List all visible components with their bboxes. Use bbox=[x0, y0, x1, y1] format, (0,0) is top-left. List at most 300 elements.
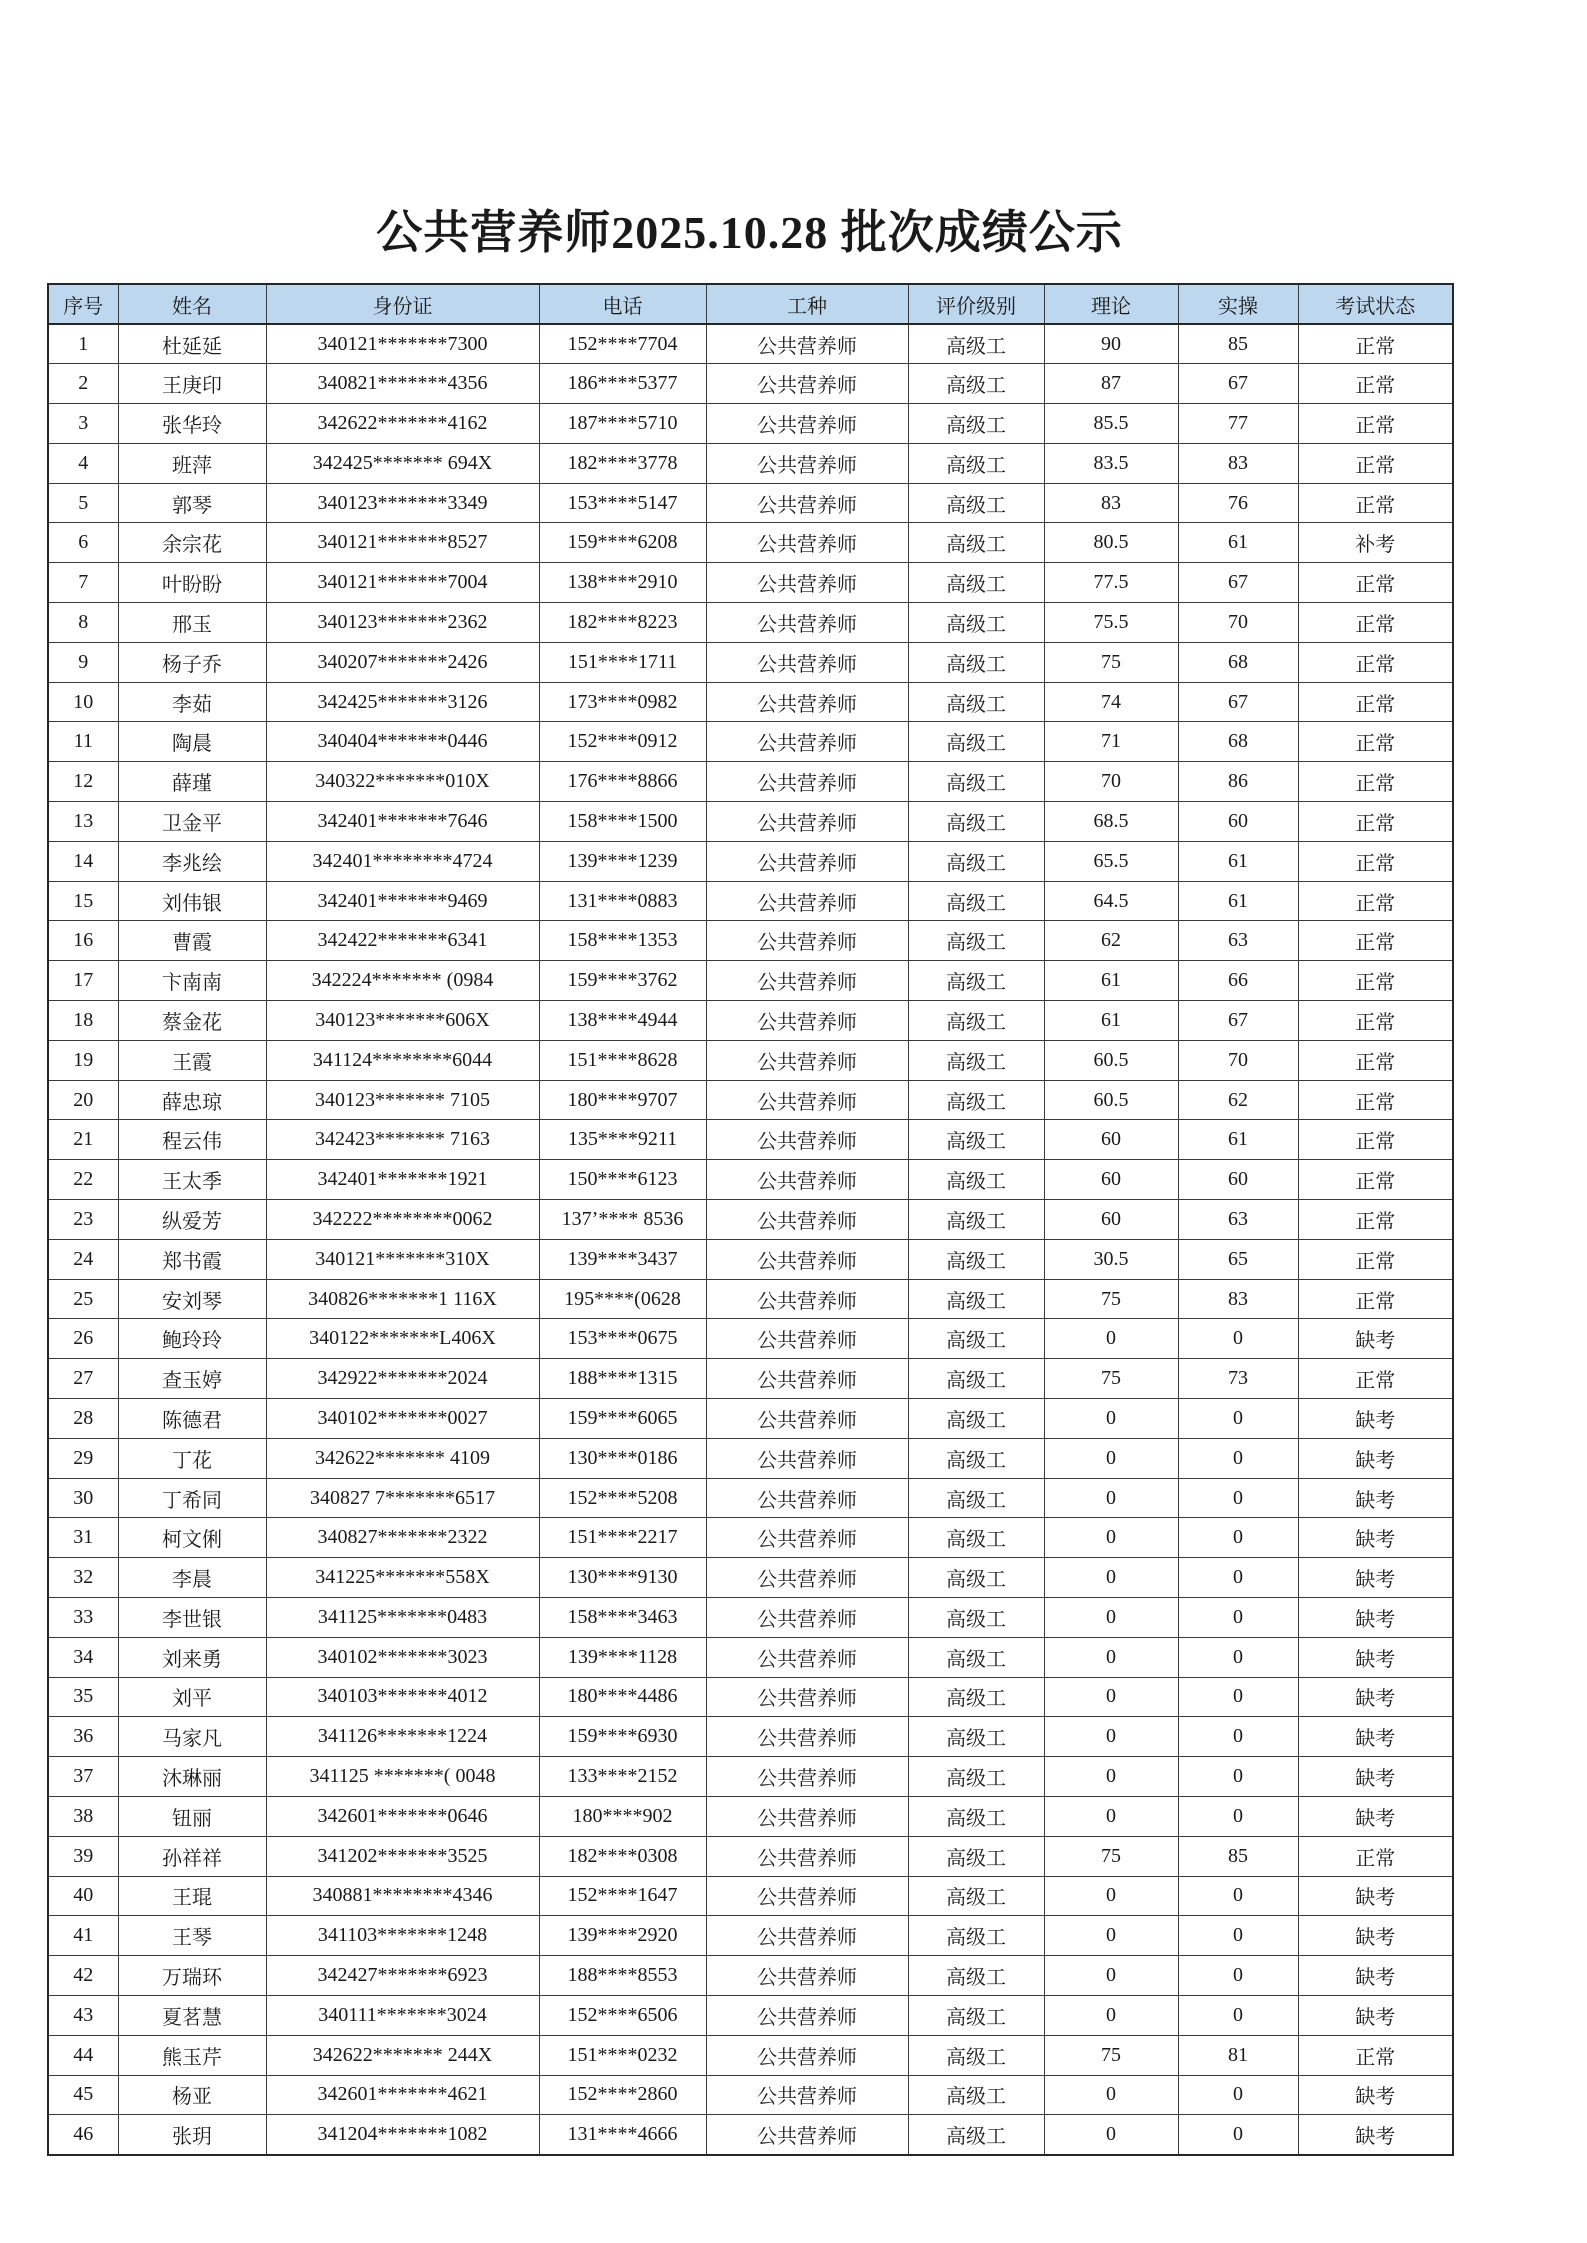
name-cell: 夏茗慧 bbox=[118, 1995, 266, 2035]
id-number-cell: 341204*******1082 bbox=[266, 2115, 539, 2155]
theory-score-cell: 0 bbox=[1044, 1558, 1178, 1598]
results-table-body bbox=[48, 324, 1453, 2155]
row-number-cell: 17 bbox=[48, 961, 118, 1001]
row-number-cell: 31 bbox=[48, 1518, 118, 1558]
practical-score-cell: 61 bbox=[1178, 841, 1298, 881]
job-type-cell: 公共营养师 bbox=[706, 2075, 908, 2115]
theory-score-cell: 77.5 bbox=[1044, 563, 1178, 603]
id-number-cell: 342601*******4621 bbox=[266, 2075, 539, 2115]
phone-cell: 151****0232 bbox=[539, 2035, 706, 2075]
row-number-cell: 27 bbox=[48, 1359, 118, 1399]
phone-cell: 153****0675 bbox=[539, 1319, 706, 1359]
exam-status-cell: 缺考 bbox=[1298, 1956, 1453, 1996]
practical-score-cell: 77 bbox=[1178, 404, 1298, 444]
theory-score-cell: 0 bbox=[1044, 1995, 1178, 2035]
exam-status-cell: 缺考 bbox=[1298, 1876, 1453, 1916]
job-type-cell: 公共营养师 bbox=[706, 2035, 908, 2075]
name-cell: 张玥 bbox=[118, 2115, 266, 2155]
name-cell: 丁花 bbox=[118, 1438, 266, 1478]
id-number-cell: 340121*******7300 bbox=[266, 324, 539, 364]
theory-score-cell: 83.5 bbox=[1044, 443, 1178, 483]
table-row bbox=[48, 1598, 1453, 1638]
exam-status-cell: 正常 bbox=[1298, 921, 1453, 961]
phone-cell: 158****1353 bbox=[539, 921, 706, 961]
job-type-cell: 公共营养师 bbox=[706, 443, 908, 483]
job-type-cell: 公共营养师 bbox=[706, 921, 908, 961]
theory-score-cell: 0 bbox=[1044, 1677, 1178, 1717]
id-number-cell: 341126*******1224 bbox=[266, 1717, 539, 1757]
table-row bbox=[48, 1637, 1453, 1677]
phone-cell: 195****(0628 bbox=[539, 1279, 706, 1319]
table-row bbox=[48, 1160, 1453, 1200]
table-row bbox=[48, 404, 1453, 444]
name-cell: 王太季 bbox=[118, 1160, 266, 1200]
theory-score-cell: 0 bbox=[1044, 1916, 1178, 1956]
exam-status-cell: 正常 bbox=[1298, 841, 1453, 881]
phone-cell: 151****2217 bbox=[539, 1518, 706, 1558]
level-cell: 高级工 bbox=[908, 921, 1044, 961]
level-cell: 高级工 bbox=[908, 1478, 1044, 1518]
exam-status-cell: 缺考 bbox=[1298, 1438, 1453, 1478]
exam-status-cell: 缺考 bbox=[1298, 2115, 1453, 2155]
phone-cell: 152****0912 bbox=[539, 722, 706, 762]
table-row bbox=[48, 364, 1453, 404]
theory-score-cell: 0 bbox=[1044, 1478, 1178, 1518]
theory-score-cell: 75 bbox=[1044, 1279, 1178, 1319]
practical-score-cell: 67 bbox=[1178, 364, 1298, 404]
level-cell: 高级工 bbox=[908, 961, 1044, 1001]
job-type-cell: 公共营养师 bbox=[706, 722, 908, 762]
table-row bbox=[48, 1518, 1453, 1558]
job-type-cell: 公共营养师 bbox=[706, 1239, 908, 1279]
row-number-cell: 4 bbox=[48, 443, 118, 483]
col-header-status: 考试状态 bbox=[1298, 284, 1453, 324]
level-cell: 高级工 bbox=[908, 364, 1044, 404]
name-cell: 杜延延 bbox=[118, 324, 266, 364]
theory-score-cell: 0 bbox=[1044, 1319, 1178, 1359]
table-row bbox=[48, 1120, 1453, 1160]
theory-score-cell: 60.5 bbox=[1044, 1080, 1178, 1120]
job-type-cell: 公共营养师 bbox=[706, 1319, 908, 1359]
phone-cell: 139****1128 bbox=[539, 1637, 706, 1677]
table-row bbox=[48, 1239, 1453, 1279]
phone-cell: 180****4486 bbox=[539, 1677, 706, 1717]
table-row bbox=[48, 603, 1453, 643]
job-type-cell: 公共营养师 bbox=[706, 1359, 908, 1399]
phone-cell: 188****1315 bbox=[539, 1359, 706, 1399]
exam-status-cell: 缺考 bbox=[1298, 1319, 1453, 1359]
theory-score-cell: 68.5 bbox=[1044, 802, 1178, 842]
name-cell: 孙祥祥 bbox=[118, 1836, 266, 1876]
practical-score-cell: 0 bbox=[1178, 1399, 1298, 1439]
row-number-cell: 42 bbox=[48, 1956, 118, 1996]
theory-score-cell: 60.5 bbox=[1044, 1040, 1178, 1080]
practical-score-cell: 0 bbox=[1178, 2075, 1298, 2115]
row-number-cell: 5 bbox=[48, 483, 118, 523]
level-cell: 高级工 bbox=[908, 1319, 1044, 1359]
header-row bbox=[48, 284, 1453, 324]
phone-cell: 131****0883 bbox=[539, 881, 706, 921]
results-table-container bbox=[47, 283, 1452, 2156]
phone-cell: 159****6930 bbox=[539, 1717, 706, 1757]
level-cell: 高级工 bbox=[908, 1200, 1044, 1240]
level-cell: 高级工 bbox=[908, 2075, 1044, 2115]
id-number-cell: 340122*******L406X bbox=[266, 1319, 539, 1359]
practical-score-cell: 67 bbox=[1178, 1001, 1298, 1041]
exam-status-cell: 正常 bbox=[1298, 324, 1453, 364]
theory-score-cell: 60 bbox=[1044, 1200, 1178, 1240]
exam-status-cell: 缺考 bbox=[1298, 1518, 1453, 1558]
theory-score-cell: 0 bbox=[1044, 1518, 1178, 1558]
practical-score-cell: 63 bbox=[1178, 1200, 1298, 1240]
phone-cell: 138****2910 bbox=[539, 563, 706, 603]
phone-cell: 159****6065 bbox=[539, 1399, 706, 1439]
practical-score-cell: 70 bbox=[1178, 603, 1298, 643]
phone-cell: 159****6208 bbox=[539, 523, 706, 563]
row-number-cell: 13 bbox=[48, 802, 118, 842]
job-type-cell: 公共营养师 bbox=[706, 1438, 908, 1478]
job-type-cell: 公共营养师 bbox=[706, 1796, 908, 1836]
practical-score-cell: 70 bbox=[1178, 1040, 1298, 1080]
theory-score-cell: 0 bbox=[1044, 2115, 1178, 2155]
table-row bbox=[48, 1836, 1453, 1876]
row-number-cell: 38 bbox=[48, 1796, 118, 1836]
job-type-cell: 公共营养师 bbox=[706, 404, 908, 444]
level-cell: 高级工 bbox=[908, 1040, 1044, 1080]
table-row bbox=[48, 1478, 1453, 1518]
id-number-cell: 342922*******2024 bbox=[266, 1359, 539, 1399]
name-cell: 丁希同 bbox=[118, 1478, 266, 1518]
theory-score-cell: 90 bbox=[1044, 324, 1178, 364]
row-number-cell: 33 bbox=[48, 1598, 118, 1638]
row-number-cell: 2 bbox=[48, 364, 118, 404]
name-cell: 李世银 bbox=[118, 1598, 266, 1638]
table-row bbox=[48, 1956, 1453, 1996]
exam-status-cell: 缺考 bbox=[1298, 1796, 1453, 1836]
name-cell: 杨子乔 bbox=[118, 642, 266, 682]
name-cell: 叶盼盼 bbox=[118, 563, 266, 603]
theory-score-cell: 75 bbox=[1044, 2035, 1178, 2075]
job-type-cell: 公共营养师 bbox=[706, 802, 908, 842]
exam-status-cell: 缺考 bbox=[1298, 1916, 1453, 1956]
name-cell: 王庚印 bbox=[118, 364, 266, 404]
row-number-cell: 36 bbox=[48, 1717, 118, 1757]
name-cell: 刘平 bbox=[118, 1677, 266, 1717]
name-cell: 薛瑾 bbox=[118, 762, 266, 802]
theory-score-cell: 61 bbox=[1044, 961, 1178, 1001]
table-row bbox=[48, 1796, 1453, 1836]
phone-cell: 180****902 bbox=[539, 1796, 706, 1836]
level-cell: 高级工 bbox=[908, 762, 1044, 802]
level-cell: 高级工 bbox=[908, 1239, 1044, 1279]
level-cell: 高级工 bbox=[908, 1876, 1044, 1916]
practical-score-cell: 0 bbox=[1178, 1796, 1298, 1836]
table-row bbox=[48, 802, 1453, 842]
row-number-cell: 46 bbox=[48, 2115, 118, 2155]
row-number-cell: 18 bbox=[48, 1001, 118, 1041]
level-cell: 高级工 bbox=[908, 1399, 1044, 1439]
job-type-cell: 公共营养师 bbox=[706, 1956, 908, 1996]
practical-score-cell: 83 bbox=[1178, 443, 1298, 483]
exam-status-cell: 正常 bbox=[1298, 603, 1453, 643]
theory-score-cell: 0 bbox=[1044, 1876, 1178, 1916]
theory-score-cell: 87 bbox=[1044, 364, 1178, 404]
exam-status-cell: 缺考 bbox=[1298, 1478, 1453, 1518]
exam-status-cell: 缺考 bbox=[1298, 1399, 1453, 1439]
theory-score-cell: 0 bbox=[1044, 1956, 1178, 1996]
level-cell: 高级工 bbox=[908, 722, 1044, 762]
job-type-cell: 公共营养师 bbox=[706, 1040, 908, 1080]
theory-score-cell: 85.5 bbox=[1044, 404, 1178, 444]
id-number-cell: 340102*******0027 bbox=[266, 1399, 539, 1439]
theory-score-cell: 61 bbox=[1044, 1001, 1178, 1041]
id-number-cell: 342622*******4162 bbox=[266, 404, 539, 444]
phone-cell: 150****6123 bbox=[539, 1160, 706, 1200]
theory-score-cell: 75.5 bbox=[1044, 603, 1178, 643]
level-cell: 高级工 bbox=[908, 2035, 1044, 2075]
name-cell: 钮丽 bbox=[118, 1796, 266, 1836]
table-row bbox=[48, 523, 1453, 563]
practical-score-cell: 66 bbox=[1178, 961, 1298, 1001]
level-cell: 高级工 bbox=[908, 802, 1044, 842]
table-row bbox=[48, 1319, 1453, 1359]
level-cell: 高级工 bbox=[908, 1359, 1044, 1399]
level-cell: 高级工 bbox=[908, 1916, 1044, 1956]
level-cell: 高级工 bbox=[908, 841, 1044, 881]
id-number-cell: 341125 *******( 0048 bbox=[266, 1757, 539, 1797]
phone-cell: 131****4666 bbox=[539, 2115, 706, 2155]
exam-status-cell: 正常 bbox=[1298, 2035, 1453, 2075]
name-cell: 王霞 bbox=[118, 1040, 266, 1080]
id-number-cell: 340881********4346 bbox=[266, 1876, 539, 1916]
name-cell: 郭琴 bbox=[118, 483, 266, 523]
practical-score-cell: 67 bbox=[1178, 563, 1298, 603]
table-row bbox=[48, 1558, 1453, 1598]
phone-cell: 135****9211 bbox=[539, 1120, 706, 1160]
row-number-cell: 16 bbox=[48, 921, 118, 961]
id-number-cell: 342425******* 694X bbox=[266, 443, 539, 483]
level-cell: 高级工 bbox=[908, 1717, 1044, 1757]
name-cell: 安刘琴 bbox=[118, 1279, 266, 1319]
name-cell: 李晨 bbox=[118, 1558, 266, 1598]
row-number-cell: 32 bbox=[48, 1558, 118, 1598]
table-row bbox=[48, 642, 1453, 682]
phone-cell: 152****5208 bbox=[539, 1478, 706, 1518]
name-cell: 曹霞 bbox=[118, 921, 266, 961]
row-number-cell: 8 bbox=[48, 603, 118, 643]
exam-status-cell: 正常 bbox=[1298, 1239, 1453, 1279]
results-table bbox=[47, 283, 1454, 2156]
name-cell: 邢玉 bbox=[118, 603, 266, 643]
job-type-cell: 公共营养师 bbox=[706, 1717, 908, 1757]
table-row bbox=[48, 483, 1453, 523]
job-type-cell: 公共营养师 bbox=[706, 1558, 908, 1598]
table-row bbox=[48, 2115, 1453, 2155]
phone-cell: 158****1500 bbox=[539, 802, 706, 842]
name-cell: 柯文俐 bbox=[118, 1518, 266, 1558]
name-cell: 王琨 bbox=[118, 1876, 266, 1916]
level-cell: 高级工 bbox=[908, 1080, 1044, 1120]
exam-status-cell: 正常 bbox=[1298, 1160, 1453, 1200]
table-row bbox=[48, 881, 1453, 921]
name-cell: 鲍玲玲 bbox=[118, 1319, 266, 1359]
phone-cell: 180****9707 bbox=[539, 1080, 706, 1120]
level-cell: 高级工 bbox=[908, 1677, 1044, 1717]
table-row bbox=[48, 841, 1453, 881]
practical-score-cell: 0 bbox=[1178, 1637, 1298, 1677]
col-header-id: 身份证 bbox=[266, 284, 539, 324]
practical-score-cell: 67 bbox=[1178, 682, 1298, 722]
theory-score-cell: 83 bbox=[1044, 483, 1178, 523]
id-number-cell: 341125*******0483 bbox=[266, 1598, 539, 1638]
id-number-cell: 340121*******7004 bbox=[266, 563, 539, 603]
practical-score-cell: 62 bbox=[1178, 1080, 1298, 1120]
id-number-cell: 340121*******8527 bbox=[266, 523, 539, 563]
level-cell: 高级工 bbox=[908, 1796, 1044, 1836]
table-row bbox=[48, 1359, 1453, 1399]
table-row bbox=[48, 961, 1453, 1001]
phone-cell: 130****9130 bbox=[539, 1558, 706, 1598]
name-cell: 沐琳丽 bbox=[118, 1757, 266, 1797]
id-number-cell: 340207*******2426 bbox=[266, 642, 539, 682]
id-number-cell: 340103*******4012 bbox=[266, 1677, 539, 1717]
exam-status-cell: 正常 bbox=[1298, 1200, 1453, 1240]
exam-status-cell: 正常 bbox=[1298, 762, 1453, 802]
practical-score-cell: 76 bbox=[1178, 483, 1298, 523]
theory-score-cell: 30.5 bbox=[1044, 1239, 1178, 1279]
exam-status-cell: 缺考 bbox=[1298, 1598, 1453, 1638]
job-type-cell: 公共营养师 bbox=[706, 324, 908, 364]
practical-score-cell: 65 bbox=[1178, 1239, 1298, 1279]
phone-cell: 152****2860 bbox=[539, 2075, 706, 2115]
id-number-cell: 342601*******0646 bbox=[266, 1796, 539, 1836]
level-cell: 高级工 bbox=[908, 2115, 1044, 2155]
row-number-cell: 30 bbox=[48, 1478, 118, 1518]
theory-score-cell: 71 bbox=[1044, 722, 1178, 762]
level-cell: 高级工 bbox=[908, 483, 1044, 523]
practical-score-cell: 61 bbox=[1178, 881, 1298, 921]
job-type-cell: 公共营养师 bbox=[706, 523, 908, 563]
id-number-cell: 342425*******3126 bbox=[266, 682, 539, 722]
practical-score-cell: 0 bbox=[1178, 1677, 1298, 1717]
phone-cell: 138****4944 bbox=[539, 1001, 706, 1041]
col-header-theory: 理论 bbox=[1044, 284, 1178, 324]
name-cell: 李兆绘 bbox=[118, 841, 266, 881]
level-cell: 高级工 bbox=[908, 563, 1044, 603]
phone-cell: 133****2152 bbox=[539, 1757, 706, 1797]
row-number-cell: 7 bbox=[48, 563, 118, 603]
table-row bbox=[48, 1040, 1453, 1080]
level-cell: 高级工 bbox=[908, 682, 1044, 722]
phone-cell: 151****8628 bbox=[539, 1040, 706, 1080]
practical-score-cell: 61 bbox=[1178, 523, 1298, 563]
practical-score-cell: 0 bbox=[1178, 1995, 1298, 2035]
col-header-job: 工种 bbox=[706, 284, 908, 324]
practical-score-cell: 85 bbox=[1178, 324, 1298, 364]
col-header-level: 评价级别 bbox=[908, 284, 1044, 324]
level-cell: 高级工 bbox=[908, 1598, 1044, 1638]
job-type-cell: 公共营养师 bbox=[706, 642, 908, 682]
job-type-cell: 公共营养师 bbox=[706, 1080, 908, 1120]
exam-status-cell: 缺考 bbox=[1298, 1637, 1453, 1677]
exam-status-cell: 缺考 bbox=[1298, 1677, 1453, 1717]
name-cell: 卫金平 bbox=[118, 802, 266, 842]
job-type-cell: 公共营养师 bbox=[706, 841, 908, 881]
phone-cell: 130****0186 bbox=[539, 1438, 706, 1478]
name-cell: 薛忠琼 bbox=[118, 1080, 266, 1120]
practical-score-cell: 81 bbox=[1178, 2035, 1298, 2075]
job-type-cell: 公共营养师 bbox=[706, 1757, 908, 1797]
row-number-cell: 12 bbox=[48, 762, 118, 802]
table-row bbox=[48, 1279, 1453, 1319]
phone-cell: 158****3463 bbox=[539, 1598, 706, 1638]
exam-status-cell: 正常 bbox=[1298, 364, 1453, 404]
col-header-number: 序号 bbox=[48, 284, 118, 324]
id-number-cell: 340102*******3023 bbox=[266, 1637, 539, 1677]
row-number-cell: 29 bbox=[48, 1438, 118, 1478]
phone-cell: 153****5147 bbox=[539, 483, 706, 523]
level-cell: 高级工 bbox=[908, 1956, 1044, 1996]
name-cell: 班萍 bbox=[118, 443, 266, 483]
phone-cell: 182****0308 bbox=[539, 1836, 706, 1876]
id-number-cell: 342401********4724 bbox=[266, 841, 539, 881]
id-number-cell: 340821*******4356 bbox=[266, 364, 539, 404]
table-row bbox=[48, 762, 1453, 802]
phone-cell: 159****3762 bbox=[539, 961, 706, 1001]
name-cell: 王琴 bbox=[118, 1916, 266, 1956]
table-row bbox=[48, 722, 1453, 762]
theory-score-cell: 60 bbox=[1044, 1120, 1178, 1160]
row-number-cell: 14 bbox=[48, 841, 118, 881]
exam-status-cell: 正常 bbox=[1298, 961, 1453, 1001]
level-cell: 高级工 bbox=[908, 642, 1044, 682]
exam-status-cell: 正常 bbox=[1298, 1359, 1453, 1399]
level-cell: 高级工 bbox=[908, 1637, 1044, 1677]
page-title: 公共营养师2025.10.28 批次成绩公示 bbox=[376, 207, 1123, 258]
phone-cell: 139****2920 bbox=[539, 1916, 706, 1956]
name-cell: 程云伟 bbox=[118, 1120, 266, 1160]
name-cell: 杨亚 bbox=[118, 2075, 266, 2115]
id-number-cell: 340123*******2362 bbox=[266, 603, 539, 643]
id-number-cell: 340123*******606X bbox=[266, 1001, 539, 1041]
exam-status-cell: 正常 bbox=[1298, 682, 1453, 722]
job-type-cell: 公共营养师 bbox=[706, 1120, 908, 1160]
name-cell: 刘伟银 bbox=[118, 881, 266, 921]
row-number-cell: 44 bbox=[48, 2035, 118, 2075]
table-row bbox=[48, 563, 1453, 603]
exam-status-cell: 正常 bbox=[1298, 404, 1453, 444]
practical-score-cell: 0 bbox=[1178, 1916, 1298, 1956]
name-cell: 蔡金花 bbox=[118, 1001, 266, 1041]
exam-status-cell: 正常 bbox=[1298, 1080, 1453, 1120]
theory-score-cell: 0 bbox=[1044, 1717, 1178, 1757]
phone-cell: 186****5377 bbox=[539, 364, 706, 404]
exam-status-cell: 正常 bbox=[1298, 1279, 1453, 1319]
exam-status-cell: 缺考 bbox=[1298, 1995, 1453, 2035]
phone-cell: 182****3778 bbox=[539, 443, 706, 483]
name-cell: 万瑞环 bbox=[118, 1956, 266, 1996]
practical-score-cell: 0 bbox=[1178, 1598, 1298, 1638]
phone-cell: 182****8223 bbox=[539, 603, 706, 643]
phone-cell: 151****1711 bbox=[539, 642, 706, 682]
practical-score-cell: 60 bbox=[1178, 802, 1298, 842]
exam-status-cell: 正常 bbox=[1298, 563, 1453, 603]
id-number-cell: 340404*******0446 bbox=[266, 722, 539, 762]
job-type-cell: 公共营养师 bbox=[706, 1279, 908, 1319]
id-number-cell: 341225*******558X bbox=[266, 1558, 539, 1598]
level-cell: 高级工 bbox=[908, 1518, 1044, 1558]
job-type-cell: 公共营养师 bbox=[706, 1995, 908, 2035]
